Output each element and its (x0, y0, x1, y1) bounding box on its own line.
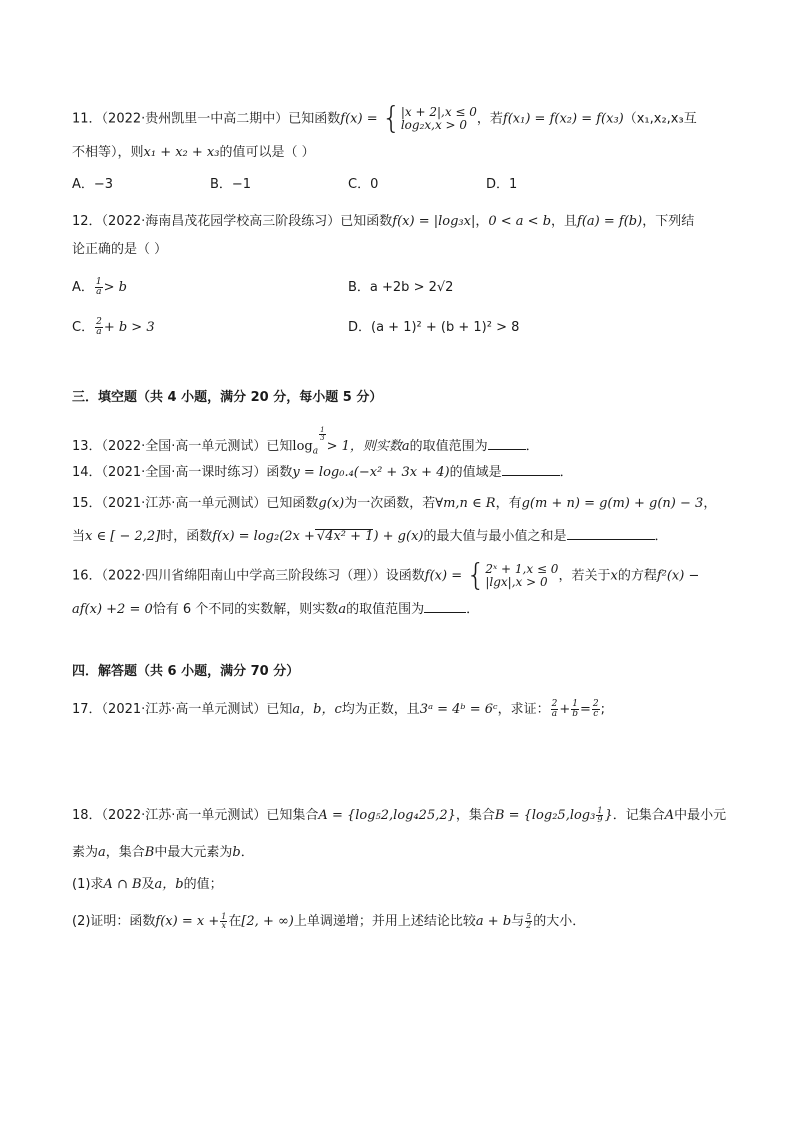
q15-text3: ，有 (495, 496, 522, 511)
q18-p1-c: 的值； (183, 877, 223, 892)
q16-line1 (72, 558, 700, 593)
q14-text1: 函数 (266, 465, 293, 480)
section4-heading: 四．解答题（共 6 小题，满分 70 分） (72, 664, 300, 679)
q18-text8: ． (240, 845, 254, 860)
q15-line2 (72, 527, 668, 547)
q13-answer-blank[interactable] (488, 437, 526, 450)
q18-setB-a: B = {log₂5,log₃ (494, 808, 596, 823)
q18-text5: 素为 (72, 845, 99, 860)
q12-option-a-label: A． (72, 280, 94, 295)
q13-log: log (292, 439, 313, 454)
q15-text8: ． (654, 529, 668, 544)
q11-brace: { (381, 101, 401, 136)
q18-p1-vars: a，b (154, 877, 184, 892)
q11-cond: f(x₁) = f(x₂) = f(x₃) (502, 111, 624, 127)
q15-text7: 的最大值与最小值之和是 (423, 529, 567, 544)
q17-number: 17． (72, 702, 102, 717)
q12-text1: 已知函数 (340, 214, 393, 229)
q17-text1: 已知 (266, 702, 293, 717)
q18-p1-b: 及 (141, 877, 155, 892)
q12-option-c-fraction: $\frac{2}{a}$ (96, 317, 102, 337)
q15-eq: g(m + n) = g(m) + g(n) − 3 (521, 496, 704, 511)
q11-text2: ，若 (476, 111, 503, 127)
q11-text1: 已知函数 (288, 111, 341, 127)
q18-line1 (72, 806, 726, 826)
q12-text3: ，且 (551, 214, 578, 229)
q13-number: 13． (72, 439, 102, 454)
q11-piecewise (401, 106, 477, 132)
q12-option-a-fraction: $\frac{1}{a}$ (95, 277, 102, 297)
section3-heading: 三．填空题（共 4 小题，满分 20 分，每小题 5 分） (72, 390, 383, 405)
q14-number: 14． (72, 465, 102, 480)
q16-text1: 设函数 (385, 568, 425, 584)
q18-p2-func: f(x) = x + (155, 914, 220, 929)
q15-func-a: f(x) = log₂(2x + (212, 529, 315, 544)
q11-case1: |x + 2|,x ≤ 0 (400, 105, 477, 119)
q18-part1 (72, 875, 223, 895)
q12-option-a-rest: > b (103, 280, 127, 295)
q15-source: （2021·江苏·高一单元测试） (101, 496, 267, 511)
q16-eq-b: af(x) +2 = 0 (72, 602, 153, 617)
q15-domain: x ∈ [ − 2,2] (85, 529, 161, 544)
q18-B: B (144, 845, 155, 860)
q16-func-lhs: f(x) = (424, 568, 463, 584)
q18-number: 18． (72, 808, 102, 823)
q16-text6: ． (466, 602, 480, 617)
q11-text5: 的值可以是（ ） (219, 145, 315, 160)
q18-text3: ．记集合 (612, 808, 665, 823)
q16-answer-blank[interactable] (424, 600, 466, 613)
q18-p1-expr: A ∩ B (103, 877, 142, 892)
q12-text5: 论正确的是（ ） (72, 242, 168, 257)
q15-text6: 时，函数 (160, 529, 213, 544)
q18-p2-frac-52: $\frac{5}{2}$ (526, 912, 532, 930)
q18-p2-int: [2, + ∞) (241, 914, 294, 929)
q16-text3: 的方程 (617, 568, 657, 584)
q18-text7: 中最大元素为 (154, 845, 233, 860)
q15-func-b: ) + g(x) (373, 529, 424, 544)
q13-source: （2022·全国·高一单元测试） (101, 439, 267, 454)
q16-text2: ，若关于 (558, 568, 611, 584)
q18-p2-b: 在 (228, 914, 242, 929)
q11-line2 (72, 143, 315, 163)
q15-forall: ∀m,n ∈ R (435, 496, 496, 511)
q17-frac-2a: $\frac{2}{a}$ (551, 699, 558, 719)
q11-line1 (72, 101, 697, 136)
q16-source: （2022·四川省绵阳南山中学高三阶段练习（理）） (101, 568, 386, 584)
q11-text4: 不相等），则 (72, 145, 144, 160)
q11-option-a[interactable]: A．−3 (72, 177, 114, 192)
q12-cond2: f(a) = f(b) (577, 214, 643, 229)
q18-setB-frac: $\frac{1}{9}$ (597, 806, 603, 824)
q16-text4: 恰有 6 个不同的实数解，则实数 (152, 602, 339, 617)
q12-line1 (72, 212, 694, 232)
q17-line: 17．（2021·江苏·高一单元测试）已知a，b，c均为正数，且3ᵃ = 4ᵇ = 6ᶜ，求证： $\frac{2}{a}$ + $\frac{1}{b}$ = $\frac{2}{c}$ ; (72, 699, 606, 719)
q14-answer-blank[interactable] (502, 463, 560, 476)
q16-brace: { (466, 558, 486, 593)
q11-option-d[interactable]: D．1 (486, 177, 518, 192)
q12-line2 (72, 240, 167, 260)
q18-p2-e: 的大小． (533, 914, 586, 929)
q18-a: a (98, 845, 106, 860)
q16-case2: |lgx|,x > 0 (485, 575, 548, 589)
q12-func: f(x) = |log₃x| (392, 214, 476, 229)
q18-p1-a: (1)求 (72, 877, 104, 892)
q16-line2 (72, 600, 479, 620)
q12-option-a[interactable] (72, 278, 127, 298)
q17-text2: 均为正数，且 (341, 702, 420, 717)
q18-p2-frac: $\frac{1}{x}$ (221, 912, 227, 930)
q12-option-c-label: C． (72, 320, 95, 335)
q14-line (72, 463, 573, 483)
q18-p2-d: 与 (511, 914, 525, 929)
q18-setA: A = {log₅2,log₄25,2} (318, 808, 456, 823)
q16-x: x (610, 568, 618, 584)
q14-text3: ． (559, 465, 573, 480)
q13-exponent: 1 3 (320, 426, 325, 442)
q15-number: 15． (72, 496, 102, 511)
q17-text4: ; (600, 702, 606, 717)
q11-option-b[interactable]: B．−1 (210, 177, 252, 192)
q15-text1: 已知函数 (266, 496, 319, 511)
q13-text4: ． (525, 439, 539, 454)
q18-setB-b: } (604, 808, 613, 823)
q18-part2 (72, 912, 585, 932)
q11-text3: （x₁,x₂,x₃互 (623, 111, 697, 127)
q14-func: y = log₀.₄(−x² + 3x + 4) (292, 465, 450, 480)
q18-line2 (72, 843, 254, 863)
q13-var: a (401, 439, 410, 454)
q13-text3: 的取值范围为 (409, 439, 488, 454)
q12-option-d[interactable]: D．(a + 1)² + (b + 1)² > 8 (348, 320, 520, 335)
q16-piecewise (485, 563, 558, 589)
q11-case2: log₂x,x > 0 (400, 118, 468, 132)
q15-sqrt-body: 4x² + 1 (325, 529, 374, 544)
q12-source: （2022·海南昌茂花园学校高三阶段练习） (101, 214, 341, 229)
q18-text6: ，集合 (105, 845, 145, 860)
q12-cond1: 0 < a < b (488, 214, 552, 229)
q15-text4: ， (703, 496, 717, 511)
q18-text4: 中最小元 (674, 808, 727, 823)
q11-source: （2022·贵州凯里一中高二期中） (101, 111, 289, 127)
q17-eq: 3ᵃ = 4ᵇ = 6ᶜ (419, 702, 498, 717)
q15-text2: 为一次函数，若 (344, 496, 436, 511)
q11-func-lhs: f(x) = (340, 111, 378, 127)
q18-b: b (232, 845, 241, 860)
q13-text2: > 1，则实数 (326, 439, 402, 454)
q17-text3: ，求证： (497, 702, 550, 717)
q11-expr: x₁ + x₂ + x₃ (143, 145, 220, 160)
q12-option-b[interactable]: B．a +2b > 2√2 (348, 280, 454, 295)
q17-source: （2021·江苏·高一单元测试） (101, 702, 267, 717)
q17-frac-2c: $\frac{2}{c}$ (592, 699, 599, 719)
q18-p2-expr: a + b (475, 914, 512, 929)
q15-sqrt: √4x² + 1 (316, 529, 374, 544)
q11-option-c[interactable]: C．0 (348, 177, 379, 192)
q12-text2: ， (475, 214, 489, 229)
q18-p2-a: (2)证明：函数 (72, 914, 156, 929)
q12-option-c-rest: + b > 3 (103, 320, 155, 335)
q15-text5: 当 (72, 529, 86, 544)
q13-line: 13．（2022·全国·高一单元测试）已知$\log_a$ $^{\frac{1}{3}}$ > 1，则实数a的取值范围为 ． (72, 426, 539, 457)
q18-text2: ，集合 (455, 808, 495, 823)
q15-line1 (72, 494, 716, 514)
q15-g: g(x) (318, 496, 345, 511)
q18-p2-c: 上单调递增；并用上述结论比较 (293, 914, 476, 929)
q16-var: a (338, 602, 347, 617)
q16-text5: 的取值范围为 (346, 602, 425, 617)
q16-case1: 2ˣ + 1,x ≤ 0 (485, 562, 559, 576)
q12-option-c[interactable] (72, 318, 155, 338)
q14-source: （2021·全国·高一课时练习） (101, 465, 267, 480)
q15-answer-blank[interactable] (567, 527, 655, 540)
q14-text2: 的值域是 (449, 465, 502, 480)
q11-number: 11． (72, 111, 102, 127)
q17-vars: a，b，c (292, 702, 342, 717)
q12-number: 12． (72, 214, 102, 229)
q18-text1: 已知集合 (266, 808, 319, 823)
q16-eq-a: f²(x) − (656, 568, 700, 584)
q13-text1: 已知 (266, 439, 293, 454)
q18-source: （2022·江苏·高一单元测试） (101, 808, 267, 823)
q18-A: A (664, 808, 675, 823)
q17-frac-1b: $\frac{1}{b}$ (572, 699, 579, 719)
q16-number: 16． (72, 568, 102, 584)
q12-text4: ，下列结 (642, 214, 695, 229)
